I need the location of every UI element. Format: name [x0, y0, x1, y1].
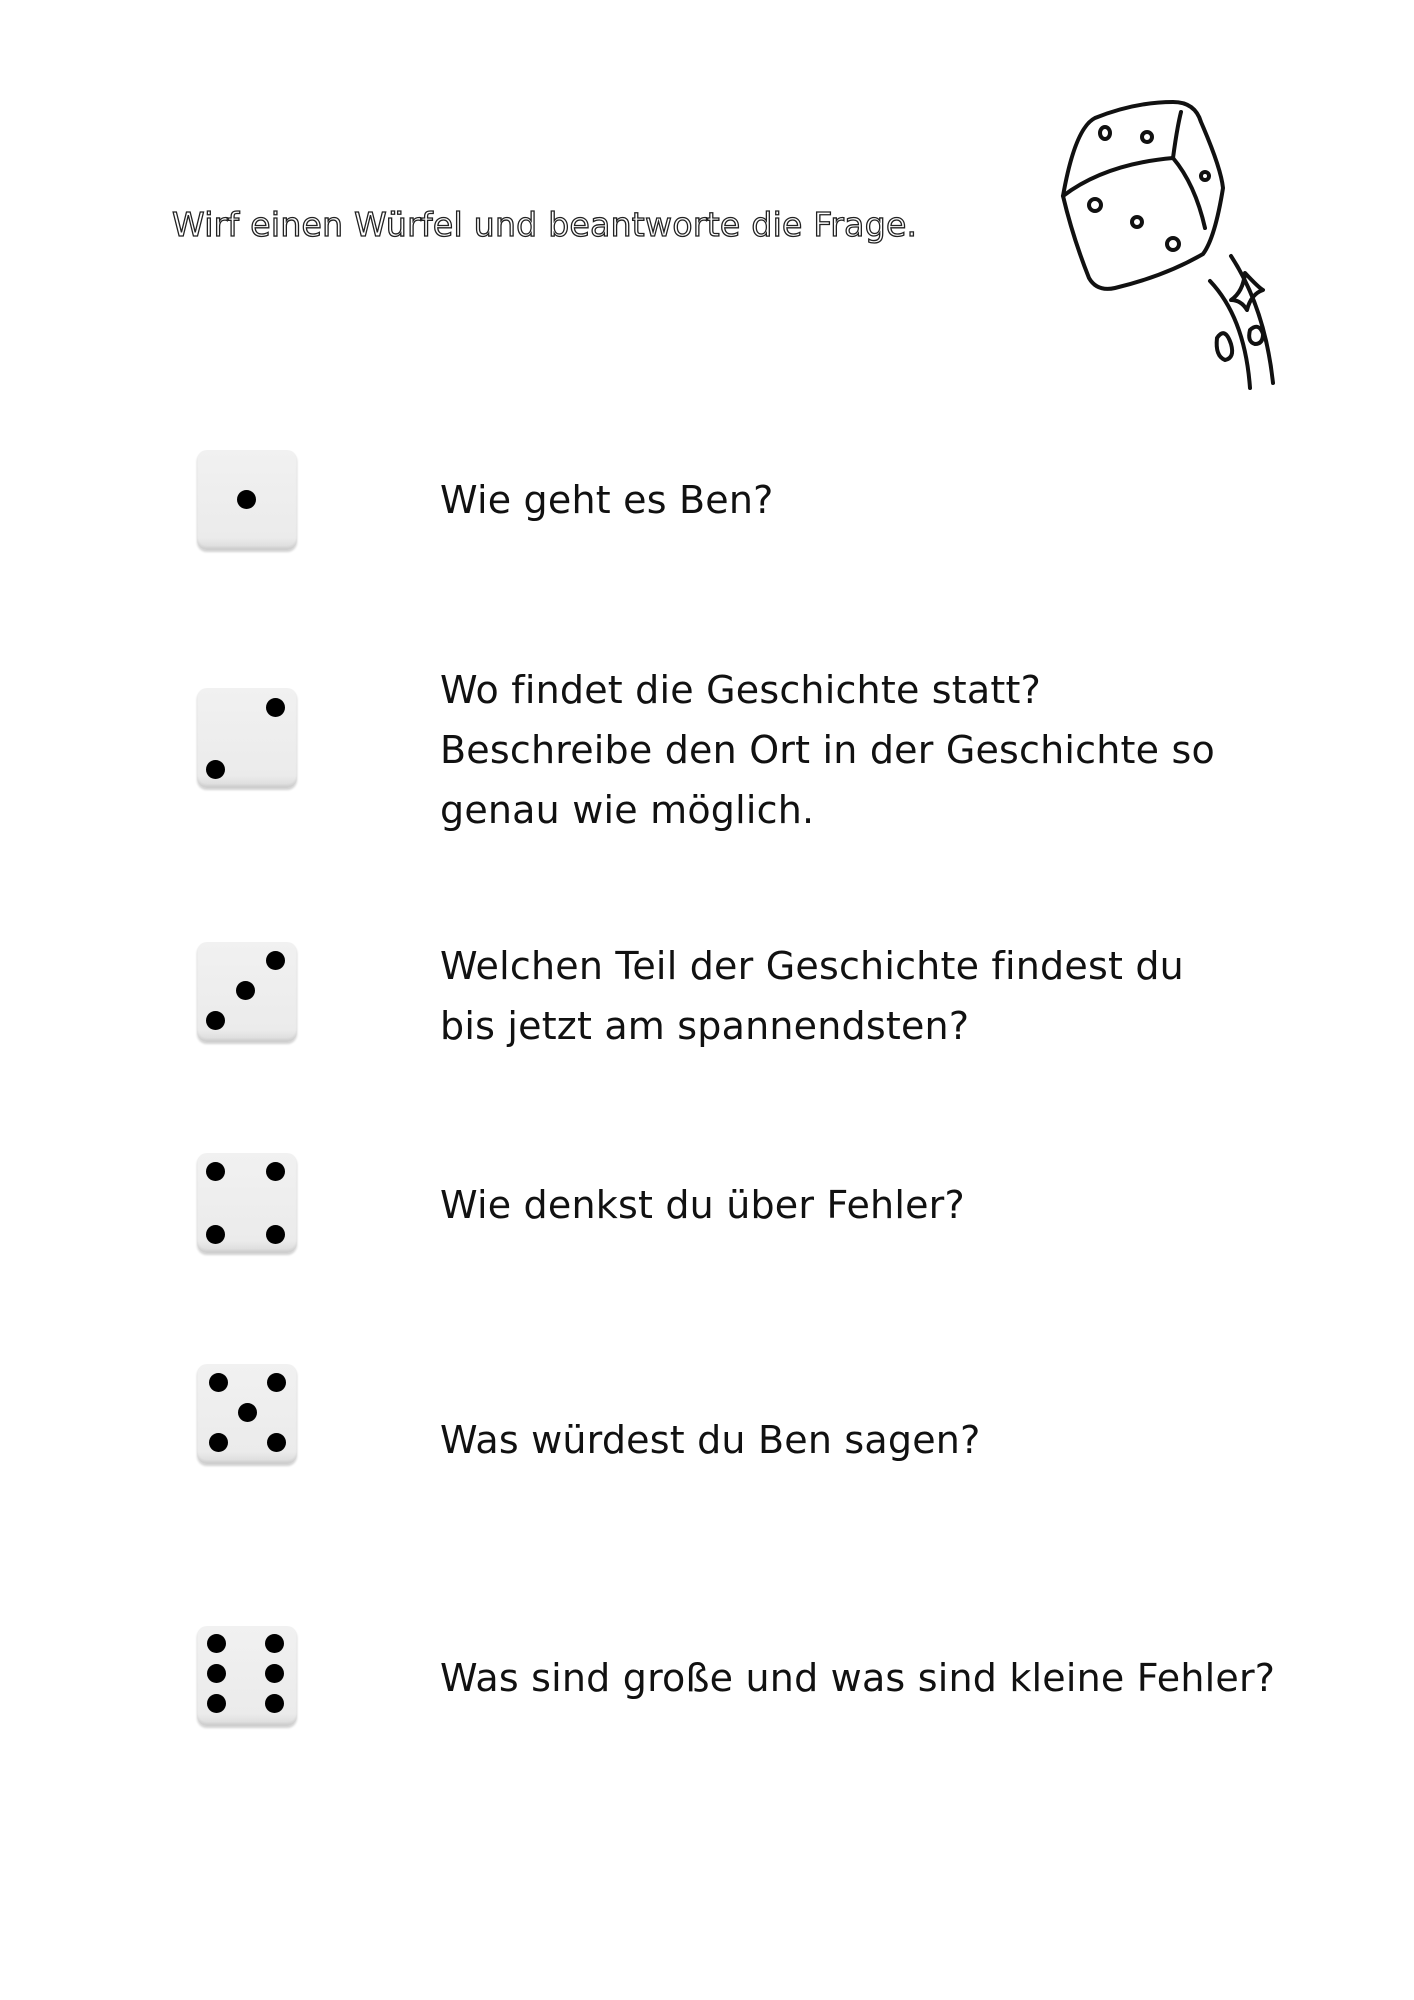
question-2 [440, 660, 1215, 840]
pip [206, 1225, 225, 1244]
question-line: Welchen Teil der Geschichte findest du [440, 944, 1184, 988]
pip [207, 1694, 226, 1713]
instruction-heading: Wirf einen Würfel und beantworte die Frage. [172, 205, 918, 244]
pip [206, 760, 225, 779]
pip [238, 1403, 257, 1422]
question-4 [440, 1175, 965, 1235]
pip [265, 1634, 284, 1653]
die-face-2-icon [197, 688, 297, 788]
pip [266, 1162, 285, 1181]
rolling-dice-icon [1045, 88, 1285, 413]
question-line: Wie geht es Ben? [440, 478, 774, 522]
pip [209, 1433, 228, 1452]
pip [236, 981, 255, 1000]
pip [266, 951, 285, 970]
question-line: Beschreibe den Ort in der Geschichte so [440, 728, 1215, 772]
question-line: Wie denkst du über Fehler? [440, 1183, 965, 1227]
question-6 [440, 1648, 1275, 1708]
pip [267, 1373, 286, 1392]
question-line: bis jetzt am spannendsten? [440, 1004, 970, 1048]
pip [207, 1664, 226, 1683]
question-line: Wo findet die Geschichte statt? [440, 668, 1041, 712]
pip [206, 1011, 225, 1030]
pip [265, 1664, 284, 1683]
pip [265, 1694, 284, 1713]
die-face-3-icon [197, 942, 297, 1042]
die-face-1-icon [197, 450, 297, 550]
die-face-5-icon [197, 1364, 297, 1464]
die-face-4-icon [197, 1153, 297, 1253]
pip [237, 490, 256, 509]
pip [266, 698, 285, 717]
die-face-6-icon [197, 1626, 297, 1726]
question-5 [440, 1410, 980, 1470]
pip [206, 1162, 225, 1181]
question-3 [440, 936, 1184, 1056]
pip [266, 1225, 285, 1244]
question-line: Was würdest du Ben sagen? [440, 1418, 981, 1462]
pip [207, 1634, 226, 1653]
pip [209, 1373, 228, 1392]
question-1 [440, 470, 773, 530]
pip [267, 1433, 286, 1452]
question-line: Was sind große und was sind kleine Fehler? [440, 1656, 1276, 1700]
question-line: genau wie möglich. [440, 788, 815, 832]
